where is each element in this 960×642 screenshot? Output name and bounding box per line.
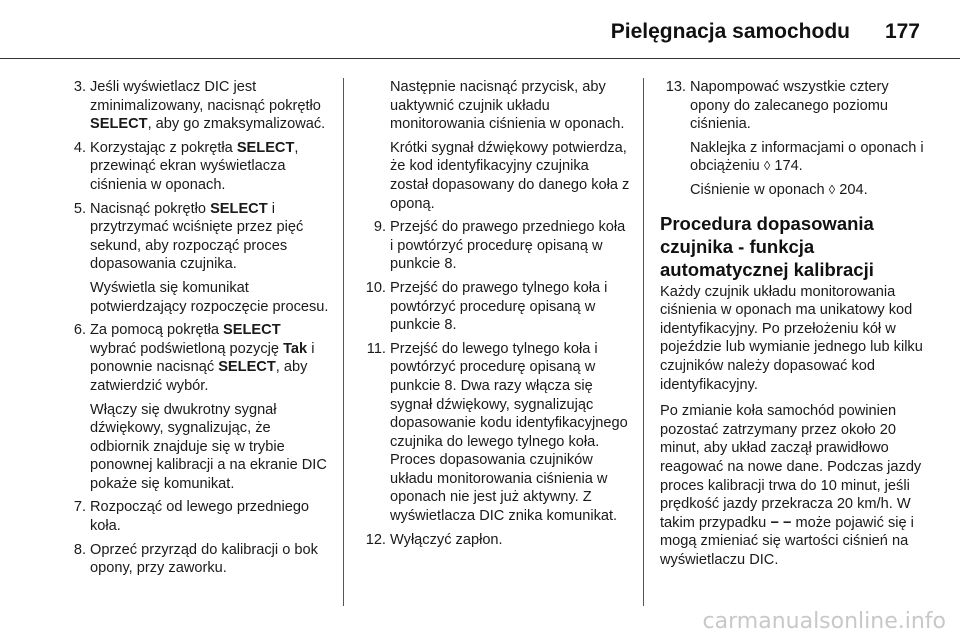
column-1 — [60, 78, 330, 583]
item-number: 4. — [73, 139, 86, 156]
item-text: Oprzeć przyrząd do kalibracji o bok opony, przy zaworku. — [90, 541, 318, 577]
column-2 — [360, 78, 630, 554]
item-number: 9. — [373, 219, 386, 236]
list-item — [60, 200, 330, 274]
page-title: Pielęgnacja samochodu — [610, 20, 850, 43]
header-rule — [0, 58, 960, 59]
cross-reference: Naklejka z informacjami o oponach i obciążeniu ◊ 174. — [690, 139, 924, 175]
list-item — [360, 279, 630, 335]
cross-reference: Ciśnienie w oponach ◊ 204. — [690, 181, 868, 198]
paragraph: Następnie nacisnąć przycisk, aby uaktywnić czujnik układu monitorowania ciśnienia w oponach. — [390, 79, 625, 133]
paragraph: Każdy czujnik układu monitorowania ciśnienia w oponach ma unikatowy kod identyfikacyjny. Po przełożeniu kół w pojeździe lub wymianie jednego lub kilku czujników należy dopasować kod identyfikacyjny. — [660, 283, 923, 393]
page-reference-icon: ◊ — [828, 181, 836, 197]
item-text: Napompować wszystkie cztery opony do zalecanego poziomu ciśnienia. — [690, 79, 889, 133]
column-divider-1 — [343, 78, 344, 606]
item-number: 12. — [365, 531, 386, 548]
item-number: 3. — [73, 79, 86, 95]
paragraph: Po zmianie koła samochód powinien pozostać zatrzymany przez około 20 minut, aby układ zaczął prawidłowo reagować na nowe dane. Podczas jazdy proces kalibracji trwa do 10 minut, jeśli prędkość jazdy przekracza 20 km/h. W takim przypadku − − może pojawić się i mogą zmieniać się wartości ciśnień na wyświetlaczu DIC. — [660, 403, 922, 568]
item-number: 5. — [73, 200, 86, 217]
item-text: Nacisnąć pokrętło SELECT i przytrzymać wciśnięte przez pięć sekund, aby rozpocząć proces dopasowania czujnika. — [90, 200, 304, 273]
watermark: carmanualsonline.info — [702, 609, 946, 634]
item-text: Jeśli wyświetlacz DIC jest zminimalizowany, nacisnąć pokrętło SELECT, aby go zmaksymalizować. — [90, 79, 326, 133]
list-item — [60, 321, 330, 395]
item-note: Włączy się dwukrotny sygnał dźwiękowy, sygnalizując, że odbiornik znajduje się w trybie ponownej kalibracji a na ekranie DIC pokaże się komunikat. — [90, 401, 327, 492]
list-item — [660, 78, 925, 134]
paragraph: Krótki sygnał dźwiękowy potwierdza, że kod identyfikacyjny czujnika został dopasowany do danego koła z oponą. — [390, 139, 630, 212]
item-number: 7. — [73, 499, 86, 516]
list-item — [60, 78, 330, 134]
page-header — [0, 0, 960, 58]
list-item — [360, 531, 630, 550]
list-item — [360, 340, 630, 526]
item-text: Korzystając z pokrętła SELECT, przewinąć ekran wyświetlacza ciśnienia w oponach. — [90, 139, 299, 193]
item-number: 13. — [665, 79, 686, 95]
item-number: 6. — [73, 322, 86, 339]
item-number: 10. — [365, 279, 386, 296]
list-item — [60, 498, 330, 535]
section-heading: Procedura dopasowania czujnika - funkcja automatycznej kalibracji — [660, 212, 874, 280]
item-note: Wyświetla się komunikat potwierdzający rozpoczęcie procesu. — [90, 279, 329, 315]
item-text: Przejść do prawego przedniego koła i powtórzyć procedurę opisaną w punkcie 8. — [390, 219, 626, 273]
item-text: Przejść do lewego tylnego koła i powtórzyć procedurę opisaną w punkcie 8. Dwa razy włącza się sygnał dźwiękowy, sygnalizując dopasowanie kodu identyfikacyjnego czujnika do lewego tylnego koła. Proces dopasowania czujników układu monitorowania ciśnienia w oponach nie jest już aktywny. Z wyświetlacza DIC znika komunikat. — [390, 340, 628, 525]
item-text: Rozpocząć od lewego przedniego koła. — [90, 499, 310, 535]
item-text: Wyłączyć zapłon. — [390, 531, 503, 548]
list-item — [60, 541, 330, 578]
column-divider-2 — [643, 78, 644, 606]
item-text: Za pomocą pokrętła SELECT wybrać podświetloną pozycję Tak i ponownie nacisnąć SELECT, aby zatwierdzić wybór. — [90, 322, 315, 394]
dash-symbol: − − — [770, 514, 792, 531]
item-number: 11. — [366, 340, 386, 357]
page-reference-icon: ◊ — [763, 158, 771, 174]
column-3 — [660, 78, 925, 577]
page-number: 177 — [884, 20, 920, 43]
list-item — [360, 218, 630, 274]
item-number: 8. — [73, 541, 86, 558]
item-text: Przejść do prawego tylnego koła i powtórzyć procedurę opisaną w punkcie 8. — [390, 279, 608, 334]
list-item — [60, 139, 330, 195]
